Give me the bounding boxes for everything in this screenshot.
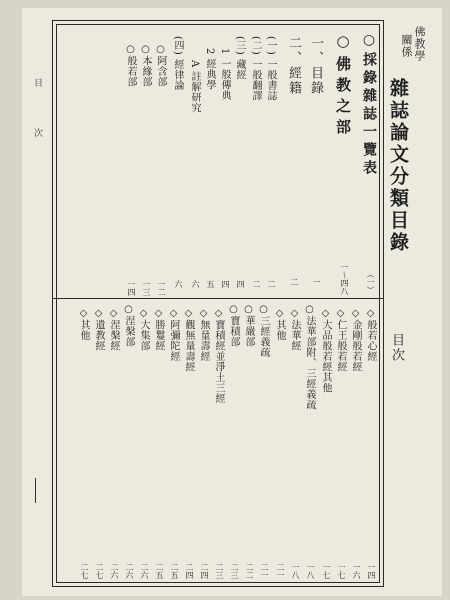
page-ref: 二三 — [215, 563, 224, 579]
section-heading: ○採錄雜誌一覽表 — [361, 32, 377, 178]
margin-label: 目 — [32, 78, 42, 87]
page-ref: 六 — [191, 280, 200, 288]
list-item: ○三經義疏 — [258, 304, 269, 358]
page-ref: 二一 — [276, 563, 285, 579]
list-item: ◇無量壽經 — [198, 308, 209, 362]
list-item: (三) 藏經 — [234, 36, 245, 80]
page-sheet — [22, 8, 442, 596]
page-ref: 五 — [206, 280, 215, 288]
publisher-line-1: 佛教學 — [413, 26, 426, 62]
page-ref: 二二 — [245, 563, 254, 579]
list-item: A 註解研究 — [189, 60, 200, 114]
list-item: (二) 一般翻譯 — [250, 36, 261, 101]
chapter-heading: 二、經籍 — [286, 36, 301, 96]
margin-rule — [35, 478, 36, 503]
list-item: ◇觀無量壽經 — [183, 308, 194, 372]
list-item: ◇其他 — [78, 308, 89, 341]
sub-label: 目次 — [389, 333, 404, 363]
list-item: ◇遺教經 — [93, 308, 104, 351]
list-item: ◇其他 — [274, 308, 285, 341]
page-ref: 二 — [290, 278, 299, 286]
page-ref: 一八 — [306, 563, 315, 579]
page-ref: 二五 — [155, 563, 164, 579]
page-ref: 四 — [236, 280, 245, 288]
page-ref: 一 — [312, 278, 321, 286]
publisher-line-2: 關係 — [400, 34, 413, 58]
list-item: ◇大品般若經其他 — [320, 308, 331, 393]
page-ref: 二四 — [185, 563, 194, 579]
page-ref: 四 — [221, 280, 230, 288]
page-ref: 二六 — [125, 563, 134, 579]
list-item: ○般若部 — [125, 44, 136, 87]
page-ref: 一三 — [142, 280, 151, 296]
list-item: (四) 經律論 — [172, 36, 183, 91]
list-item: ◇大集部 — [138, 308, 149, 351]
page-ref: 一四 — [367, 563, 376, 579]
page-ref: 一八 — [291, 563, 300, 579]
list-item: ◇勝鬘經 — [153, 308, 164, 351]
list-item: ◇阿彌陀經 — [168, 308, 179, 362]
list-item: ○涅槃部 — [123, 304, 134, 347]
page-ref: 二一 — [260, 563, 269, 579]
list-item: (一) 一般書誌 — [265, 36, 276, 101]
list-item: 1 一般傳典 — [219, 48, 230, 101]
main-title: 雜誌論文分類目錄 — [387, 78, 409, 254]
page-ref: 一七 — [337, 563, 346, 579]
list-item: ○阿含部 — [155, 44, 166, 87]
page-ref: 二 — [267, 280, 276, 288]
list-item: ◇仁王般若經 — [335, 308, 346, 372]
page-ref: 一六 — [352, 563, 361, 579]
page-ref: 一〜四八 — [340, 263, 349, 295]
page-ref: 二四 — [200, 563, 209, 579]
page-ref: 二 — [252, 280, 261, 288]
chapter-heading: 一、目錄 — [308, 36, 323, 96]
list-item: ◇法華經 — [289, 308, 300, 351]
list-item: ○寶積部 — [228, 304, 239, 347]
page-ref: 二五 — [170, 563, 179, 579]
list-item: ◇金剛般若經 — [350, 308, 361, 372]
margin-label: 次 — [32, 128, 42, 137]
list-item: ○本緣部 — [140, 44, 151, 87]
page-ref: 二三 — [230, 563, 239, 579]
part-heading: ○佛教之部 — [334, 32, 352, 140]
page-ref: 二六 — [110, 563, 119, 579]
page-ref: （一） — [366, 270, 375, 294]
list-item: ◇般若心經 — [365, 308, 376, 362]
page-ref: 一七 — [322, 563, 331, 579]
divider-line — [52, 298, 384, 299]
page-ref: 二六 — [140, 563, 149, 579]
list-item: ◇寶積經並淨土三經 — [213, 308, 224, 404]
list-item: ◇涅槃經 — [108, 308, 119, 351]
list-item: ○法華部附、三經義疏 — [304, 304, 315, 410]
page-ref: 二七 — [80, 563, 89, 579]
page-ref: 一二 — [157, 280, 166, 296]
page-ref: 六 — [174, 280, 183, 288]
page-ref: 一四 — [127, 280, 136, 296]
page-ref: 二七 — [95, 563, 104, 579]
list-item: ○華嚴部 — [243, 304, 254, 347]
list-item: 2 經典學 — [204, 48, 215, 91]
